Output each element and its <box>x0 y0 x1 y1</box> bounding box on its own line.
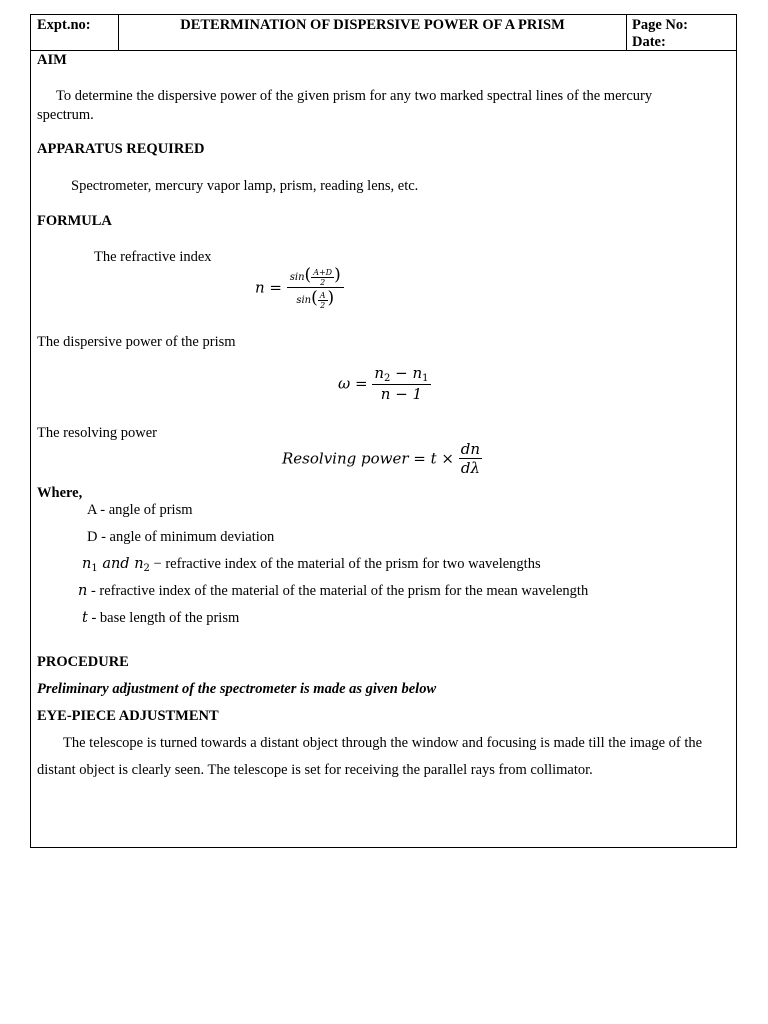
where-heading: Where, <box>37 485 83 501</box>
date-label: Date: <box>632 34 666 50</box>
resolving-power-intro: The resolving power <box>37 425 157 441</box>
aim-heading: AIM <box>37 52 67 68</box>
where-t: t - base length of the prism <box>82 610 240 626</box>
resolving-power-formula: Resolving power = t × $\frac{dn}{d\lambda}$ <box>282 440 481 477</box>
aim-text-line1: To determine the dispersive power of the given prism for any two marked spectral lines of the mercury <box>56 88 653 104</box>
where-d: D - angle of minimum deviation <box>87 529 275 545</box>
where-n: n - refractive index of the material of the material of the prism for the mean wavelength <box>78 583 589 599</box>
page-date-cell <box>627 15 736 51</box>
aim-text-line2: spectrum. <box>37 107 94 123</box>
formula-heading: FORMULA <box>37 213 112 229</box>
refractive-index-formula: n = sin( $\frac{A+D}{2}$ ) sin( $\frac{A}{2}$ ) <box>255 265 344 310</box>
apparatus-heading: APPARATUS REQUIRED <box>37 141 205 157</box>
procedure-heading: PROCEDURE <box>37 654 129 670</box>
dispersive-power-formula: ω = $\frac{n_2 - n_1}{n - 1}$ <box>338 364 429 403</box>
eyepiece-text-line1: The telescope is turned towards a distant object through the window and focusing is made till the image of the <box>63 735 703 751</box>
apparatus-text: Spectrometer, mercury vapor lamp, prism, reading lens, etc. <box>71 178 419 194</box>
where-n-text: - refractive index of the material of the material of the prism for the mean wavelength <box>87 583 589 599</box>
eyepiece-heading: EYE-PIECE ADJUSTMENT <box>37 708 219 724</box>
experiment-title: DETERMINATION OF DISPERSIVE POWER OF A PRISM <box>119 15 627 51</box>
procedure-subheading: Preliminary adjustment of the spectrometer is made as given below <box>37 681 437 697</box>
expt-no-label: Expt.no: <box>31 15 119 51</box>
refractive-index-intro: The refractive index <box>94 249 212 265</box>
where-n1-n2: $n_1$ and $n_2$ − refractive index of the material of the prism for two wavelengths <box>82 556 541 574</box>
dispersive-power-intro: The dispersive power of the prism <box>37 334 236 350</box>
page-no-label: Page No: <box>632 17 688 33</box>
where-n1-n2-text: − refractive index of the material of the prism for two wavelengths <box>149 556 541 572</box>
where-a: A - angle of prism <box>87 502 193 518</box>
where-t-text: - base length of the prism <box>87 610 240 626</box>
eyepiece-text-line2: distant object is clearly seen. The telescope is set for receiving the parallel rays from collimator. <box>37 762 593 778</box>
